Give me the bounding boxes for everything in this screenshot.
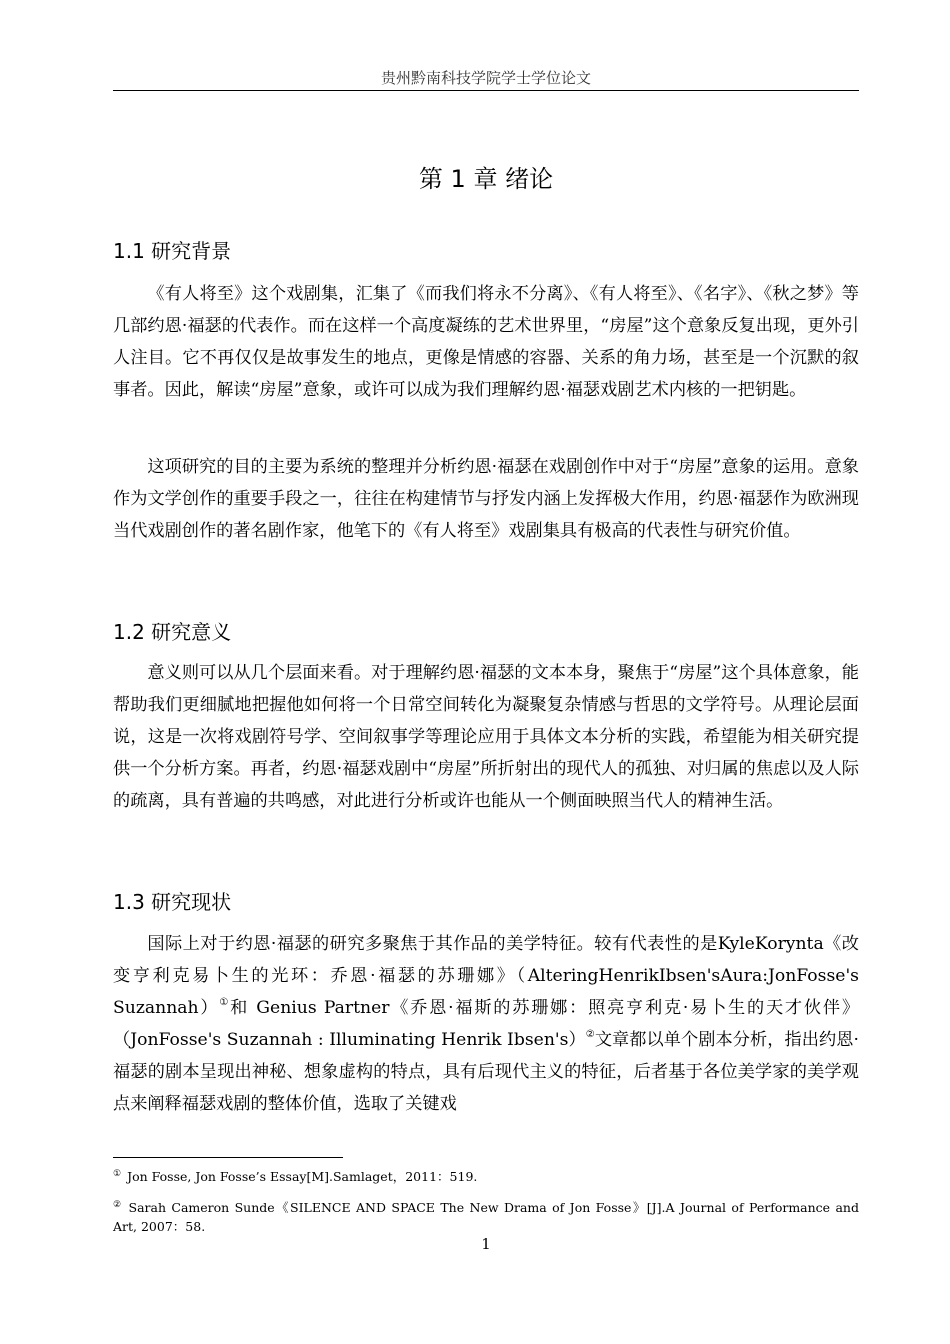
- footnote-mark-2: ②: [113, 1200, 123, 1210]
- footnote-2: [113, 1198, 859, 1236]
- paragraph-status-text-2: 和 Genius Partner《乔恩·福斯的苏珊娜：照亮亨利克·易卜生的天才伙伴》（JonFosse's Suzannah : Illuminating Henrik Ibsen's）: [113, 998, 860, 1050]
- header-rule: [113, 90, 859, 91]
- section-heading-1-1: 1.1 研究背景: [113, 239, 232, 263]
- footnote-reference-2[interactable]: ②: [585, 1029, 595, 1040]
- paragraph-status-text-1: 国际上对于约恩·福瑟的研究多聚焦于其作品的美学特征。较有代表性的是KyleKorynta《改变亨利克易卜生的光环：乔恩·福瑟的苏珊娜》（AlteringHenrikIbsen'sAura:JonFosse's Suzannah）: [113, 934, 859, 1018]
- paragraph-status-text-3: 文章都以单个剧本分析，指出约恩·福瑟的剧本呈现出神秘、想象虚构的特点，具有后现代主义的特征，后者基于各位美学家的美学观点来阐释福瑟戏剧的整体价值，选取了关键戏: [113, 1030, 860, 1114]
- paragraph-background-1: 《有人将至》这个戏剧集，汇集了《而我们将永不分离》、《有人将至》、《名字》、《秋之梦》等几部约恩·福瑟的代表作。而在这样一个高度凝练的艺术世界里，“房屋”这个意象反复出现，更外引人注目。它不再仅仅是故事发生的地点，更像是情感的容器、关系的角力场，甚至是一个沉默的叙事者。因此，解读“房屋”意象，或许可以成为我们理解约恩·福瑟戏剧艺术内核的一把钥匙。: [113, 284, 859, 400]
- footnote-1: [113, 1167, 859, 1186]
- footnote-rule: [113, 1157, 343, 1158]
- section-heading-1-3: 1.3 研究现状: [113, 890, 232, 914]
- footnote-reference-1[interactable]: ①: [219, 997, 231, 1008]
- paragraph-background-2: 这项研究的目的主要为系统的整理并分析约恩·福瑟在戏剧创作中对于“房屋”意象的运用。意象作为文学创作的重要手段之一，往往在构建情节与抒发内涵上发挥极大作用，约恩·福瑟作为欧洲现当代戏剧创作的著名剧作家，他笔下的《有人将至》戏剧集具有极高的代表性与研究价值。: [113, 457, 859, 541]
- section-heading-1-2: 1.2 研究意义: [113, 620, 232, 644]
- running-header: 贵州黔南科技学院学士学位论文: [380, 69, 591, 87]
- footnote-text-1: Jon Fosse, Jon Fosse’s Essay[M].Samlaget，2011：519.: [127, 1169, 478, 1184]
- chapter-title: 第 1 章 绪论: [418, 165, 554, 193]
- paragraph-status: [113, 928, 859, 1120]
- paragraph-significance: 意义则可以从几个层面来看。对于理解约恩·福瑟的文本本身，聚焦于“房屋”这个具体意象，能帮助我们更细腻地把握他如何将一个日常空间转化为凝聚复杂情感与哲思的文学符号。从理论层面说，这是一次将戏剧符号学、空间叙事学等理论应用于具体文本分析的实践，希望能为相关研究提供一个分析方案。再者，约恩·福瑟戏剧中“房屋”所折射出的现代人的孤独、对归属的焦虑以及人际的疏离，具有普遍的共鸣感，对此进行分析或许也能从一个侧面映照当代人的精神生活。: [113, 663, 859, 811]
- page-number: 1: [481, 1235, 491, 1253]
- footnote-mark-1: ①: [113, 1169, 122, 1179]
- footnote-text-2: Sarah Cameron Sunde《SILENCE AND SPACE The New Drama of Jon Fosse》[J].A Journal of Performance and Art, 2007：58.: [113, 1200, 859, 1234]
